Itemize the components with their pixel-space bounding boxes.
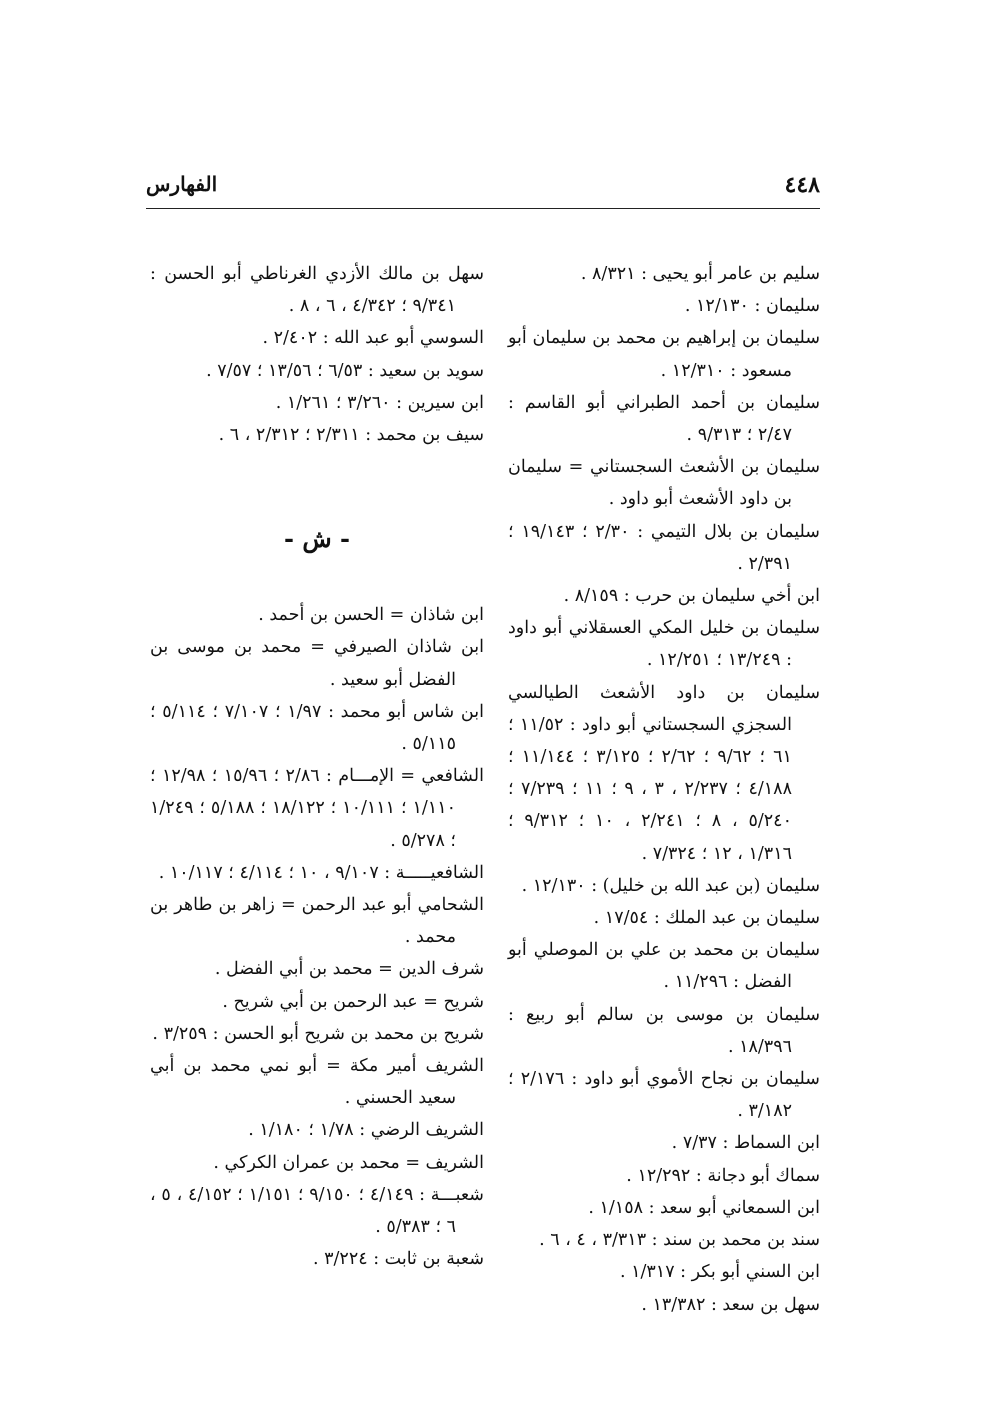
index-entry: شعبـــة : ٤/١٤٩ ؛ ٩/١٥٠ ؛ ١/١٥١ ؛ ٤/١٥٢ ، ٥ ، ٦ ؛ ٥/٣٨٣ .: [150, 1184, 484, 1238]
index-entry: سليمان بن عبد الملك : ١٧/٥٤ .: [593, 908, 820, 929]
index-entry: سويد بن سعيد : ٦/٥٣ ؛ ١٣/٥٦ ؛ ٧/٥٧ .: [206, 360, 484, 381]
index-entry: سليمان (بن عبد الله بن خليل) : ١٢/١٣٠ .: [521, 875, 820, 896]
index-entry: سليمان بن نجاح الأموي أبو داود : ٢/١٧٦ ؛ ٣/١٨٢ .: [508, 1069, 820, 1122]
header-rule: [146, 208, 820, 209]
page-number: ٤٤٨: [784, 172, 820, 198]
index-column-right: [508, 258, 820, 1321]
index-entry: الشريف = محمد بن عمران الكركي .: [213, 1152, 484, 1173]
running-title: الفهارس: [146, 172, 218, 196]
index-entry: سماك أبو دجانة : ١٢/٢٩٢ .: [626, 1165, 820, 1186]
index-entry: ابن أخي سليمان بن حرب : ٨/١٥٩ .: [563, 586, 820, 607]
index-entry: الشافعيـــــة : ٩/١٠٧ ، ١٠ ؛ ٤/١١٤ ؛ ١٠/١١٧ .: [158, 862, 484, 883]
index-entry: ابن السماط : ٧/٣٧ .: [671, 1133, 820, 1154]
index-entry: شريح بن محمد بن شريح أبو الحسن : ٣/٢٥٩ .: [152, 1023, 484, 1044]
index-entry: شعبة بن ثابت : ٣/٢٢٤ .: [312, 1249, 484, 1270]
index-entry: ابن شاس أبو محمد : ١/٩٧ ؛ ٧/١٠٧ ؛ ٥/١١٤ ؛ ٥/١١٥ .: [150, 701, 484, 755]
page-header: [146, 168, 820, 206]
index-entry: سليم بن عامر أبو يحيى : ٨/٣٢١ .: [580, 264, 820, 284]
index-entry: سليمان بن إبراهيم بن محمد بن سليمان أبو مسعود : ١٢/٣١٠ .: [508, 328, 820, 381]
index-entry: سليمان بن بلال التيمي : ٢/٣٠ ؛ ١٩/١٤٣ ؛ ٢/٣٩١ .: [508, 521, 820, 574]
index-entry: سند بن محمد بن سند : ٣/٣١٣ ، ٤ ، ٦ .: [539, 1230, 820, 1251]
index-entry: الشريف أمير مكة = أبو نمي محمد بن أبي سعيد الحسني .: [150, 1056, 484, 1109]
index-entry: الشريف الرضي : ١/٧٨ ؛ ١/١٨٠ .: [248, 1120, 484, 1141]
index-entry: شريح = عبد الرحمن بن أبي شريح .: [222, 991, 484, 1012]
index-entry: ابن شاذان = الحسن بن أحمد .: [258, 605, 484, 626]
index-entry: سهل بن سعد : ١٣/٣٨٢ .: [641, 1294, 820, 1315]
index-entry: ابن شاذان الصيرفي = محمد بن موسى بن الفضل أبو سعيد .: [150, 637, 484, 690]
index-entry: ابن سيرين : ٣/٢٦٠ ؛ ١/٢٦١ .: [275, 392, 484, 413]
index-entry: الشافعي = الإمـــام : ٢/٨٦ ؛ ١٥/٩٦ ؛ ١٢/٩٨ ؛ ١/١١٠ ؛ ١٠/١١١ ؛ ١٨/١٢٢ ؛ ٥/١٨٨ ؛ ١/٢٤٩ ؛ ٥/٢٧٨ .: [150, 766, 484, 851]
index-entry: السوسي أبو عبد الله : ٢/٤٠٢ .: [262, 328, 484, 349]
index-entry: سليمان بن الأشعث السجستاني = سليمان بن داود الأشعث أبو داود .: [508, 457, 820, 510]
index-entry: ابن السني أبو بكر : ١/٣١٧ .: [619, 1262, 820, 1283]
index-entry: سليمان بن خليل المكي العسقلاني أبو داود : ١٣/٢٤٩ ؛ ١٢/٢٥١ .: [508, 618, 820, 671]
index-entry: سيف بن محمد : ٢/٣١١ ؛ ٢/٣١٢ ، ٦ .: [218, 425, 484, 446]
index-entry: سليمان بن أحمد الطبراني أبو القاسم : ٢/٤٧ ؛ ٩/٣١٣ .: [508, 392, 820, 446]
index-entry: سليمان بن محمد بن علي بن الموصلي أبو الفضل : ١١/٢٩٦ .: [508, 940, 820, 993]
index-entry: سليمان بن موسى بن سالم أبو ربيع : ١٨/٣٩٦ .: [508, 1004, 820, 1057]
index-entry: شرف الدين = محمد بن أبي الفضل .: [214, 959, 484, 980]
index-column-left: [150, 258, 484, 1275]
index-entry: سهل بن مالك الأزدي الغرناطي أبو الحسن : ٩/٣٤١ ؛ ٤/٣٤٢ ، ٦ ، ٨ .: [150, 264, 484, 317]
index-entry: سليمان بن داود الأشعث الطيالسي السجزي السجستاني أبو داود : ١١/٥٢ ؛ ٦١ ؛ ٩/٦٢ ؛ ٢/٦٢ ؛ ٣/١٢٥ ؛ ١١/١٤٤ ؛ ٤/١٨٨ ؛ ٢/٢٣٧ ، ٣ ، ٩ ؛ ١١ ؛ ٧/٢٣٩ ؛ ٥/٢٤٠ ، ٨ ؛ ٢/٢٤١ ، ١٠ ؛ ٩/٣١٢ ؛ ١/٣١٦ ، ١٢ ؛ ٧/٣٢٤ .: [508, 682, 820, 864]
index-entry: الشحامي أبو عبد الرحمن = زاهر بن طاهر بن محمد .: [150, 895, 484, 948]
index-entry: ابن السمعاني أبو سعد : ١/١٥٨ .: [588, 1197, 820, 1218]
index-entry: سليمان : ١٢/١٣٠ .: [684, 296, 820, 317]
section-letter-heading: - ش -: [284, 524, 350, 554]
